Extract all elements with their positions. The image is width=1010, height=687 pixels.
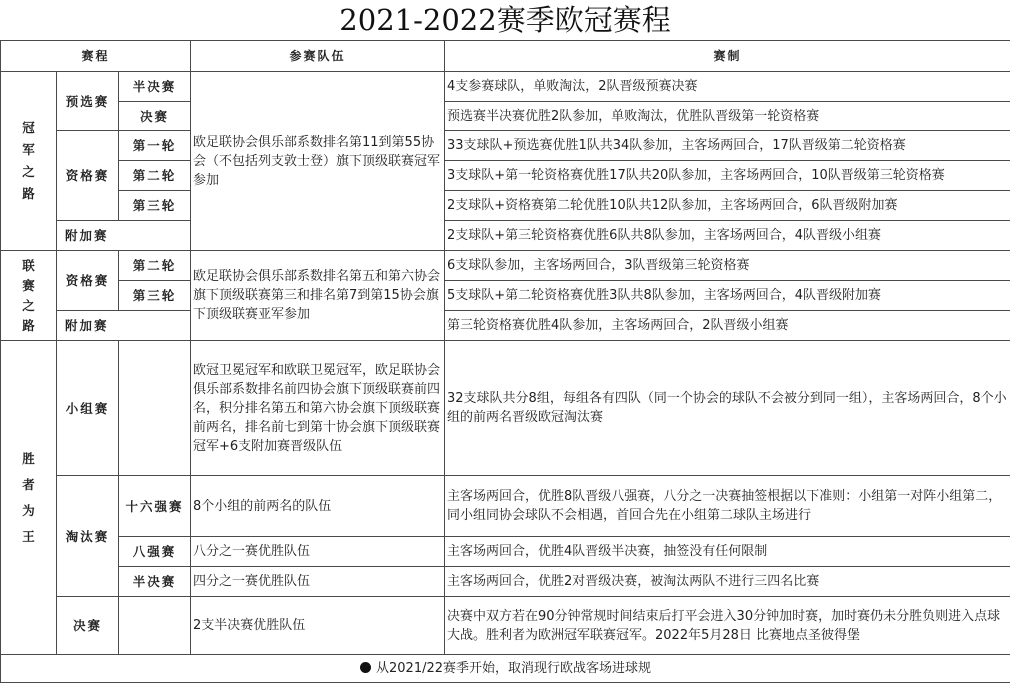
round-sf: 半决赛	[119, 567, 191, 597]
stage-group: 小组赛	[57, 341, 119, 476]
round-prelim-semi: 半决赛	[119, 72, 191, 102]
teams-group: 欧冠卫冕冠军和欧联卫冕冠军，欧足联协会俱乐部系数排名前四协会旗下顶级联赛前四名，积分排名第五和第六协会旗下顶级联赛前两名，排名前七到第十协会旗下顶级联赛冠军+6支附加赛晋级队伍	[191, 341, 445, 476]
stage-final: 决赛	[57, 597, 119, 655]
format-qf: 主客场两回合，优胜4队晋级半决赛，抽签没有任何限制	[445, 537, 1010, 567]
format-sf: 主客场两回合，优胜2对晋级决赛，被淘汰两队不进行三四名比赛	[445, 567, 1010, 597]
teams-league-path: 欧足联协会俱乐部系数排名第五和第六协会旗下顶级联赛第三和排名第7到第15协会旗下顶级联赛亚军参加	[191, 251, 445, 341]
teams-sf: 四分之一赛优胜队伍	[191, 567, 445, 597]
format-lp-po: 第三轮资格赛优胜4队参加，主客场两回合，2队晋级小组赛	[445, 311, 1010, 341]
format-r16: 主客场两回合，优胜8队晋级八强赛，八分之一决赛抽签根据以下准则：小组第一对阵小组第二，同小组同协会球队不会相遇，首回合先在小组第二球队主场进行	[445, 476, 1010, 537]
format-cp-po: 2支球队+第三轮资格赛优胜6队共8队参加，主客场两回合，4队晋级小组赛	[445, 221, 1010, 251]
path-winner: 胜者为王	[1, 341, 57, 655]
format-group: 32支球队共分8组，每组各有四队（同一个协会的球队不会被分到同一组），主客场两回合，8个小组的前两名晋级欧冠淘汰赛	[445, 341, 1010, 476]
stage-knockout: 淘汰赛	[57, 476, 119, 597]
stage-prelim: 预选赛	[57, 72, 119, 131]
footer-note: 从2021/22赛季开始，取消现行欧战客场进球规	[1, 655, 1010, 683]
stage-qual-lp: 资格赛	[57, 251, 119, 311]
stage-playoff-cp: 附加赛	[57, 221, 191, 251]
schedule-table	[0, 40, 1010, 683]
format-lp-q2: 6支球队参加，主客场两回合，3队晋级第三轮资格赛	[445, 251, 1010, 281]
round-qf: 八强赛	[119, 537, 191, 567]
page-title: 2021-2022赛季欧冠赛程	[339, 3, 671, 37]
round-r16: 十六强赛	[119, 476, 191, 537]
round-cp-q2: 第二轮	[119, 161, 191, 191]
header-teams: 参赛队伍	[191, 41, 445, 72]
format-cp-q2: 3支球队+第一轮资格赛优胜17队共20队参加，主客场两回合，10队晋级第三轮资格赛	[445, 161, 1010, 191]
format-final: 决赛中双方若在90分钟常规时间结束后打平会进入30分钟加时赛，加时赛仍未分胜负则进入点球大战。胜利者为欧洲冠军联赛冠军。2022年5月28日 比赛地点圣彼得堡	[445, 597, 1010, 655]
blank-cell	[119, 597, 191, 655]
teams-r16: 8个小组的前两名的队伍	[191, 476, 445, 537]
round-lp-q3: 第三轮	[119, 281, 191, 311]
format-lp-q3: 5支球队+第二轮资格赛优胜3队共8队参加，主客场两回合，4队晋级附加赛	[445, 281, 1010, 311]
path-league: 联赛之路	[1, 251, 57, 341]
header-format: 赛制	[445, 41, 1010, 72]
teams-final: 2支半决赛优胜队伍	[191, 597, 445, 655]
header-schedule: 赛程	[1, 41, 191, 72]
blank-cell	[119, 341, 191, 476]
round-cp-q3: 第三轮	[119, 191, 191, 221]
path-champions: 冠军之路	[1, 72, 57, 251]
format-cp-q1: 33支球队+预选赛优胜1队共34队参加，主客场两回合，17队晋级第二轮资格赛	[445, 131, 1010, 161]
teams-champions-path: 欧足联协会俱乐部系数排名第11到第55协会（不包括列支敦士登）旗下顶级联赛冠军参加	[191, 72, 445, 251]
teams-qf: 八分之一赛优胜队伍	[191, 537, 445, 567]
format-prelim-semi: 4支参赛球队，单败淘汰，2队晋级预赛决赛	[445, 72, 1010, 102]
format-cp-q3: 2支球队+资格赛第二轮优胜10队共12队参加，主客场两回合，6队晋级附加赛	[445, 191, 1010, 221]
round-prelim-final: 决赛	[119, 102, 191, 131]
round-lp-q2: 第二轮	[119, 251, 191, 281]
stage-qual-cp: 资格赛	[57, 131, 119, 221]
format-prelim-final: 预选赛半决赛优胜2队参加，单败淘汰，优胜队晋级第一轮资格赛	[445, 102, 1010, 131]
bullet-icon	[360, 662, 371, 673]
stage-playoff-lp: 附加赛	[57, 311, 191, 341]
round-cp-q1: 第一轮	[119, 131, 191, 161]
